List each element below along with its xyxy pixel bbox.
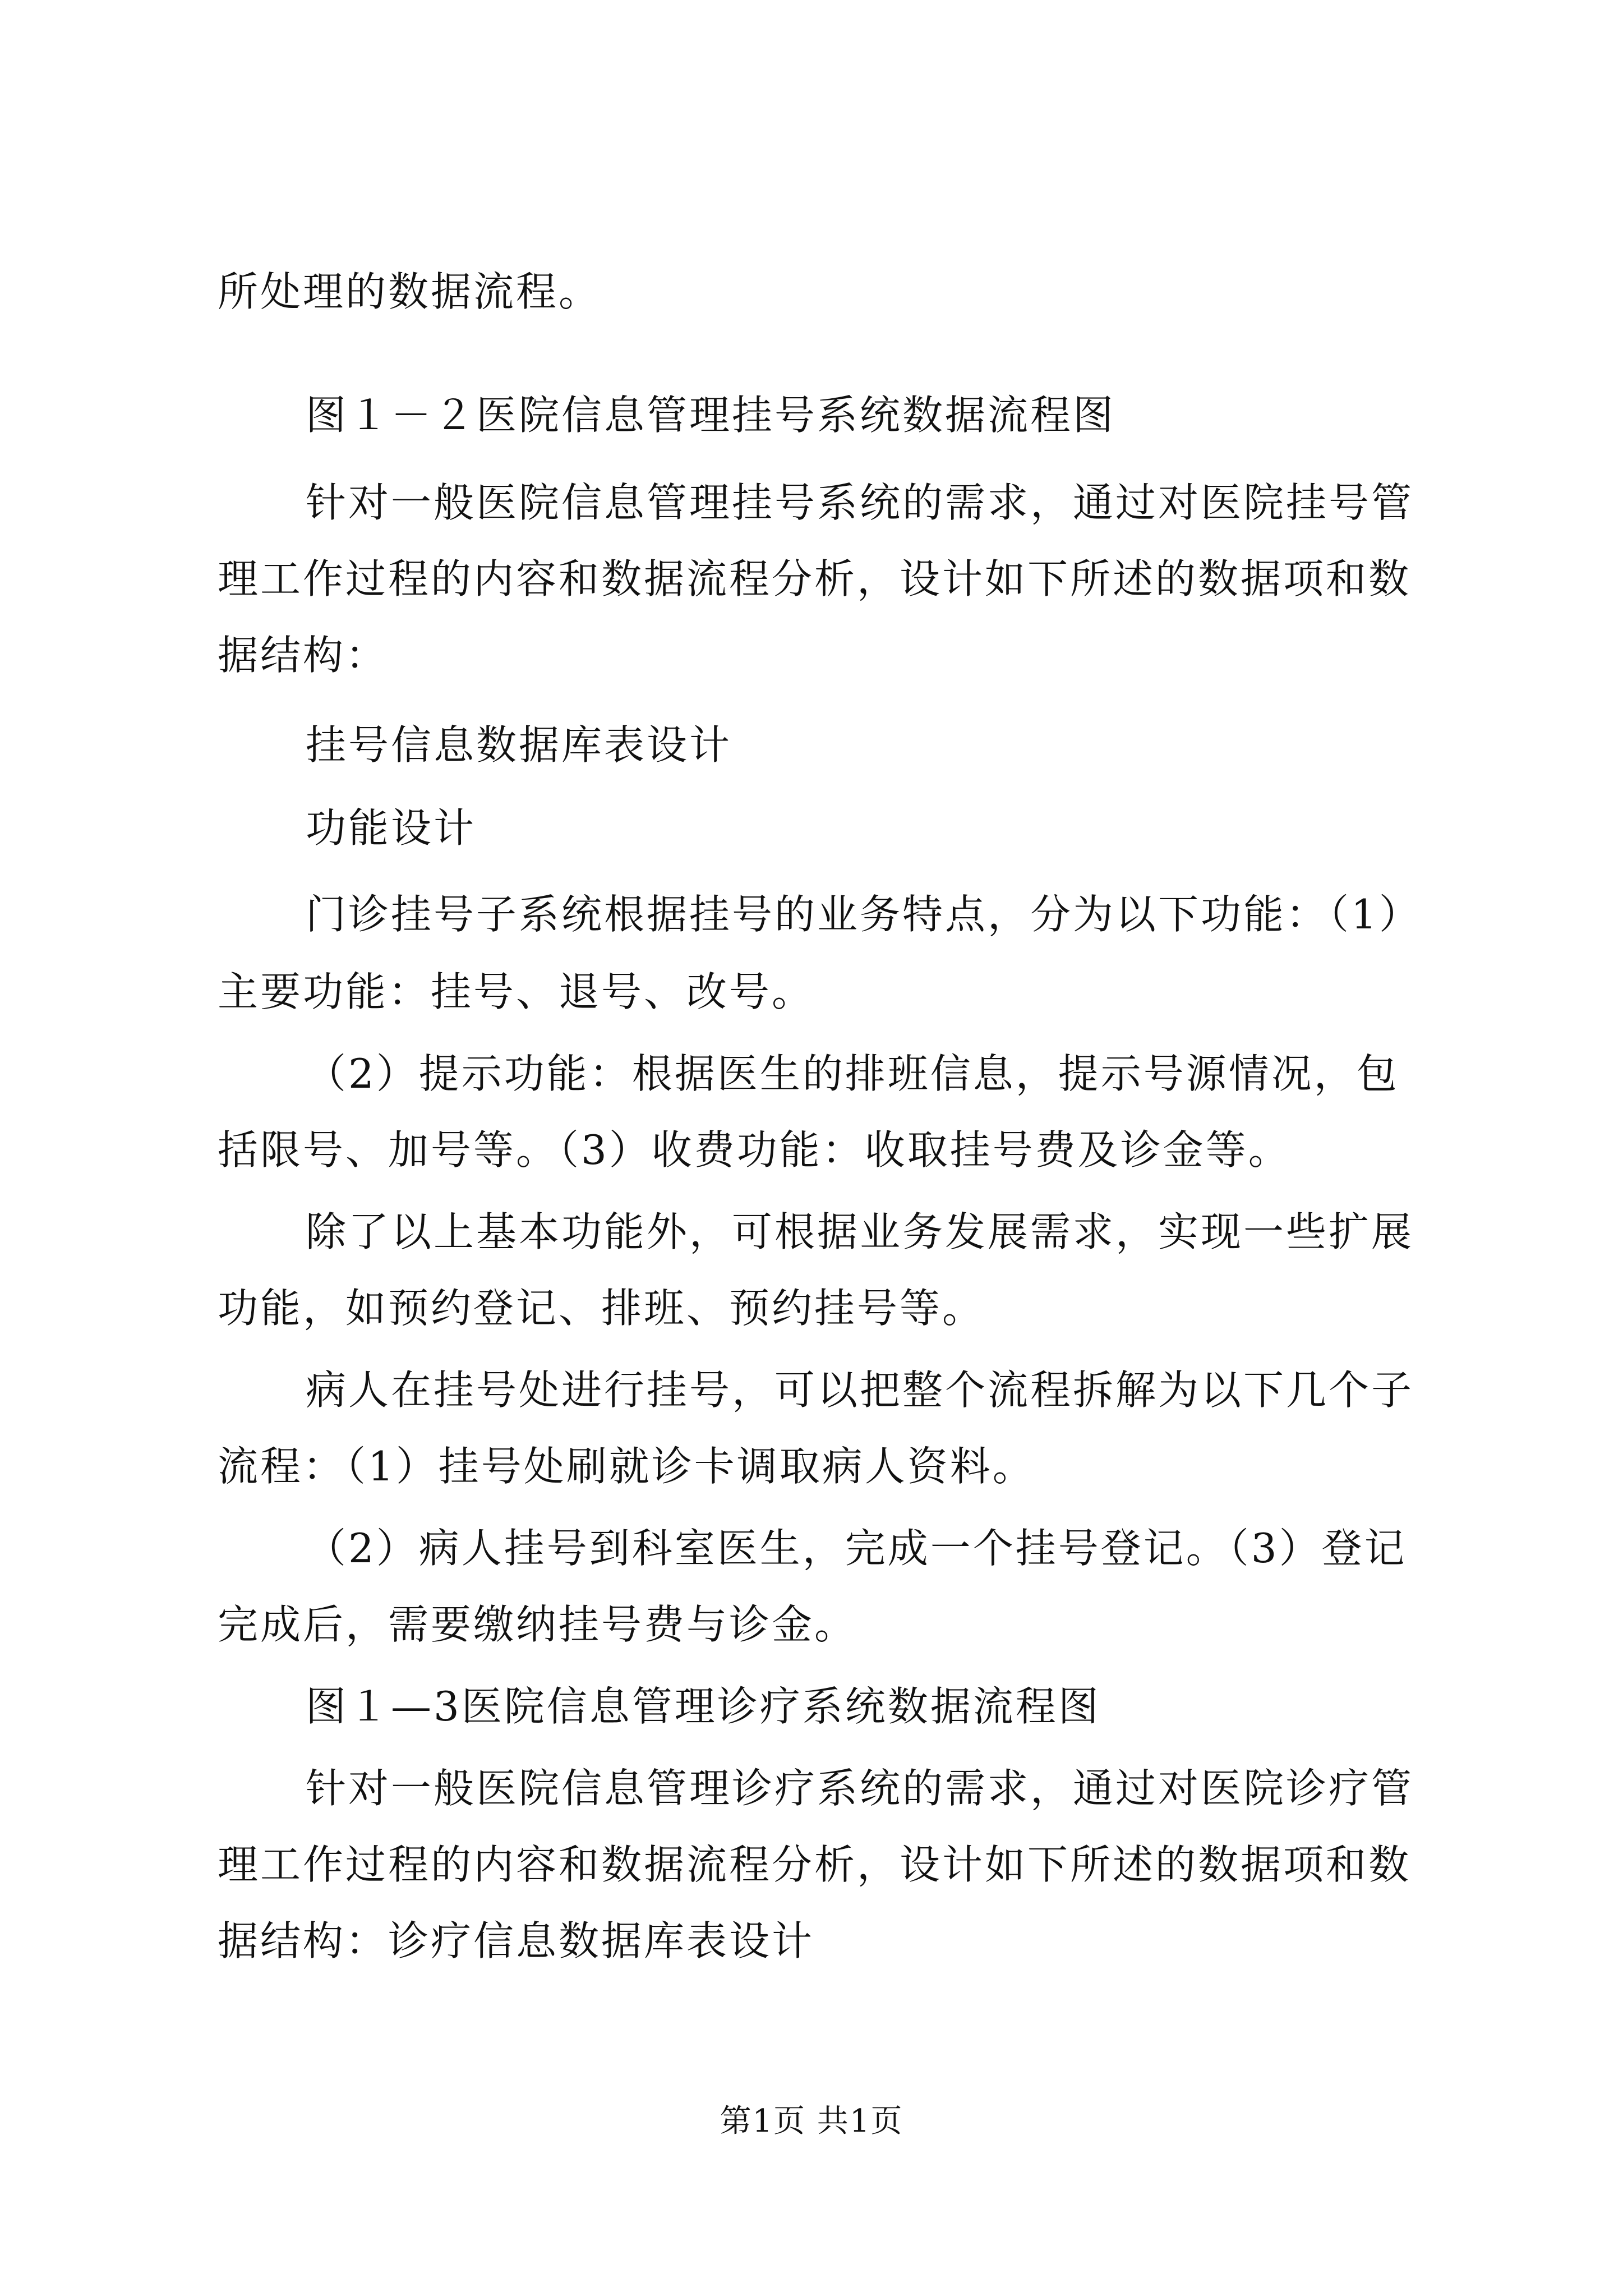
text-line: 括限号、加号等。（3）收费功能：收取挂号费及诊金等。 [218,1126,1291,1174]
text-line: 流程：（1）挂号处刷就诊卡调取病人资料。 [218,1443,1035,1490]
text-line: 完成后，需要缴纳挂号费与诊金。 [218,1601,857,1648]
text-line: 功能，如预约登记、排班、预约挂号等。 [218,1285,985,1332]
section-heading: 功能设计 [306,804,477,852]
text-line: （2）病人挂号到科室医生，完成一个挂号登记。（3）登记 [306,1525,1407,1572]
text-line: 理工作过程的内容和数据流程分析，设计如下所述的数据项和数 [218,555,1412,602]
text-line: 所处理的数据流程。 [218,268,602,315]
text-line: 除了以上基本功能外，可根据业务发展需求，实现一些扩展 [306,1208,1414,1255]
text-line: 主要功能：挂号、退号、改号。 [218,968,815,1015]
text-line: 据结构：诊疗信息数据库表设计 [218,1917,815,1964]
text-line: 病人在挂号处进行挂号，可以把整个流程拆解为以下几个子 [306,1366,1414,1414]
text-line: 理工作过程的内容和数据流程分析，设计如下所述的数据项和数 [218,1841,1412,1888]
section-heading: 挂号信息数据库表设计 [306,721,732,769]
text-line: 据结构： [218,632,389,679]
text-line: 针对一般医院信息管理挂号系统的需求，通过对医院挂号管 [306,479,1414,526]
text-line: 针对一般医院信息管理诊疗系统的需求，通过对医院诊疗管 [306,1765,1414,1812]
figure-caption: 图１－２医院信息管理挂号系统数据流程图 [306,392,1116,439]
page-footer: 第1页 共1页 [720,2103,903,2139]
figure-caption: 图１—3医院信息管理诊疗系统数据流程图 [306,1683,1101,1730]
text-line: 门诊挂号子系统根据挂号的业务特点，分为以下功能：（1） [306,891,1422,938]
text-line: （2）提示功能：根据医生的排班信息，提示号源情况，包 [306,1050,1399,1097]
